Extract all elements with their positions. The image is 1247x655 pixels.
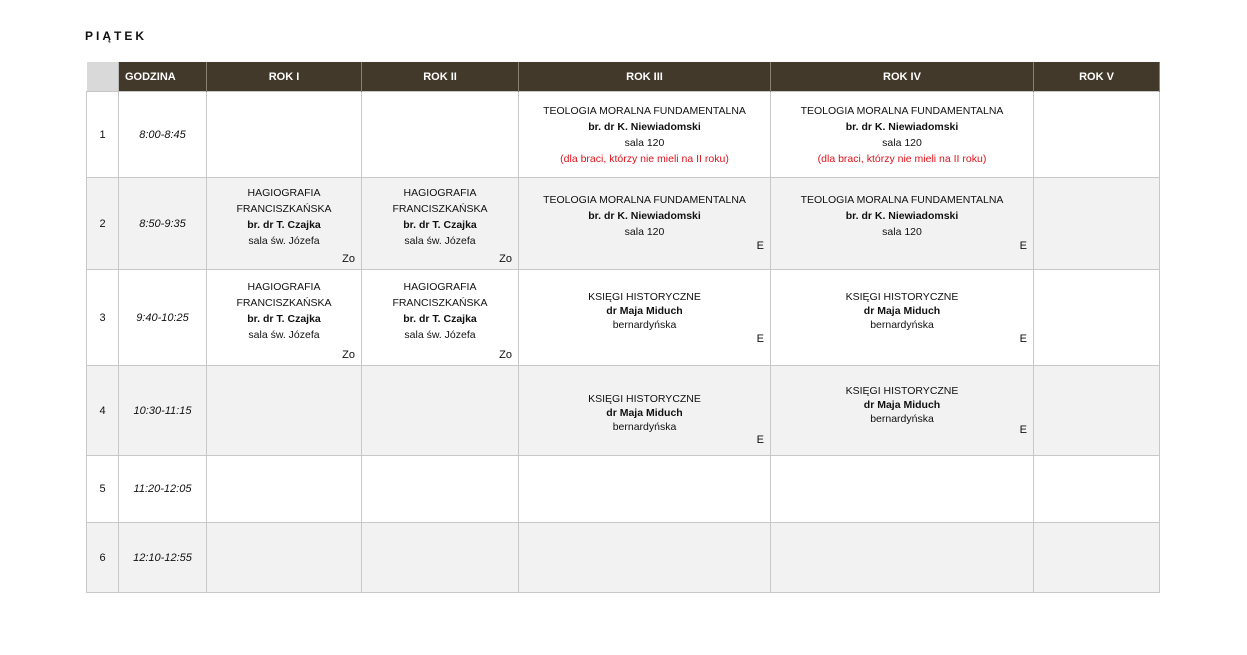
lesson-number: 1 <box>87 92 119 178</box>
lecturer: br. dr K. Niewiadomski <box>588 209 701 222</box>
course-note: (dla braci, którzy nie mieli na II roku) <box>817 152 987 165</box>
lesson-time: 8:50-9:35 <box>119 178 207 270</box>
header-row <box>87 62 1160 92</box>
table-row <box>87 270 1160 366</box>
course-title-line-1: HAGIOGRAFIA <box>247 280 321 293</box>
room: sala 120 <box>624 225 665 238</box>
course-title: KSIĘGI HISTORYCZNE <box>588 392 701 405</box>
header-rok-1: ROK I <box>207 62 362 92</box>
cell-rok-4 <box>771 178 1034 270</box>
cell-rok-5 <box>1034 366 1160 456</box>
lesson-time: 10:30-11:15 <box>119 366 207 456</box>
exam-tag: E <box>1019 333 1027 345</box>
header-rok-2: ROK II <box>362 62 519 92</box>
cell-rok-3 <box>519 456 771 523</box>
cell-rok-3 <box>519 270 771 366</box>
cell-rok-1 <box>207 456 362 523</box>
lecturer: br. dr K. Niewiadomski <box>588 120 701 133</box>
lecturer: dr Maja Miduch <box>863 304 941 317</box>
cell-rok-2 <box>362 178 519 270</box>
cell-rok-1 <box>207 270 362 366</box>
cell-rok-2 <box>362 366 519 456</box>
lecturer: br. dr T. Czajka <box>403 312 477 325</box>
course-title-line-2: FRANCISZKAŃSKA <box>392 296 488 309</box>
course-title-line-1: HAGIOGRAFIA <box>247 186 321 199</box>
day-title: PIĄTEK <box>85 29 148 43</box>
lesson-time: 8:00-8:45 <box>119 92 207 178</box>
room: bernardyńska <box>612 420 677 433</box>
cell-rok-2 <box>362 270 519 366</box>
exam-tag: Zo <box>342 253 355 265</box>
cell-rok-5 <box>1034 523 1160 593</box>
course-title-line-1: HAGIOGRAFIA <box>403 280 477 293</box>
table-row <box>87 456 1160 523</box>
cell-rok-4 <box>771 523 1034 593</box>
cell-rok-1 <box>207 523 362 593</box>
room: bernardyńska <box>870 318 934 331</box>
cell-rok-1 <box>207 178 362 270</box>
course-title: TEOLOGIA MORALNA FUNDAMENTALNA <box>800 104 1004 117</box>
header-godzina: GODZINA <box>119 62 207 92</box>
lesson-number: 6 <box>87 523 119 593</box>
lecturer: br. dr T. Czajka <box>247 218 321 231</box>
cell-rok-2 <box>362 456 519 523</box>
exam-tag: E <box>1019 424 1027 436</box>
table-row <box>87 178 1160 270</box>
table-row <box>87 92 1160 178</box>
cell-rok-1 <box>207 366 362 456</box>
room: sala św. Józefa <box>404 234 476 247</box>
lesson-number: 2 <box>87 178 119 270</box>
cell-rok-5 <box>1034 456 1160 523</box>
header-rok-3: ROK III <box>519 62 771 92</box>
course-title-line-2: FRANCISZKAŃSKA <box>236 202 332 215</box>
course-title: KSIĘGI HISTORYCZNE <box>845 384 959 397</box>
lesson-time: 11:20-12:05 <box>119 456 207 523</box>
cell-rok-3 <box>519 178 771 270</box>
table-row <box>87 366 1160 456</box>
room: sala 120 <box>624 136 665 149</box>
course-title-line-1: HAGIOGRAFIA <box>403 186 477 199</box>
cell-rok-5 <box>1034 270 1160 366</box>
lecturer: br. dr K. Niewiadomski <box>845 120 959 133</box>
cell-rok-5 <box>1034 92 1160 178</box>
cell-rok-2 <box>362 523 519 593</box>
course-title: KSIĘGI HISTORYCZNE <box>845 290 959 303</box>
lesson-time: 12:10-12:55 <box>119 523 207 593</box>
exam-tag: E <box>756 333 764 345</box>
lecturer: br. dr T. Czajka <box>403 218 477 231</box>
course-title: TEOLOGIA MORALNA FUNDAMENTALNA <box>543 193 746 206</box>
exam-tag: E <box>756 434 764 446</box>
lecturer: br. dr T. Czajka <box>247 312 321 325</box>
course-title: TEOLOGIA MORALNA FUNDAMENTALNA <box>800 193 1004 206</box>
lesson-number: 5 <box>87 456 119 523</box>
cell-rok-4 <box>771 456 1034 523</box>
cell-rok-5 <box>1034 178 1160 270</box>
cell-rok-1 <box>207 92 362 178</box>
room: sala św. Józefa <box>404 328 476 341</box>
exam-tag: E <box>1019 240 1027 252</box>
lesson-number: 3 <box>87 270 119 366</box>
room: sala św. Józefa <box>248 234 320 247</box>
lecturer: dr Maja Miduch <box>863 398 941 411</box>
header-corner <box>87 62 119 92</box>
lecturer: dr Maja Miduch <box>606 406 683 419</box>
course-title: TEOLOGIA MORALNA FUNDAMENTALNA <box>543 104 746 117</box>
lesson-time: 9:40-10:25 <box>119 270 207 366</box>
exam-tag: Zo <box>499 349 512 361</box>
room: sala 120 <box>882 225 922 238</box>
course-note: (dla braci, którzy nie mieli na II roku) <box>560 152 729 165</box>
schedule-table <box>86 62 1160 593</box>
cell-rok-4 <box>771 270 1034 366</box>
lecturer: dr Maja Miduch <box>606 304 683 317</box>
table-row <box>87 523 1160 593</box>
lesson-number: 4 <box>87 366 119 456</box>
room: sala św. Józefa <box>248 328 320 341</box>
course-title-line-2: FRANCISZKAŃSKA <box>236 296 332 309</box>
cell-rok-3 <box>519 523 771 593</box>
exam-tag: Zo <box>499 253 512 265</box>
cell-rok-2 <box>362 92 519 178</box>
room: bernardyńska <box>870 412 934 425</box>
lecturer: br. dr K. Niewiadomski <box>845 209 959 222</box>
exam-tag: E <box>756 240 764 252</box>
room: bernardyńska <box>612 318 677 331</box>
course-title-line-2: FRANCISZKAŃSKA <box>392 202 488 215</box>
room: sala 120 <box>882 136 922 149</box>
header-rok-4: ROK IV <box>771 62 1034 92</box>
exam-tag: Zo <box>342 349 355 361</box>
cell-rok-3 <box>519 366 771 456</box>
cell-rok-4 <box>771 366 1034 456</box>
cell-rok-4 <box>771 92 1034 178</box>
header-rok-5: ROK V <box>1034 62 1160 92</box>
cell-rok-3 <box>519 92 771 178</box>
course-title: KSIĘGI HISTORYCZNE <box>588 290 701 303</box>
